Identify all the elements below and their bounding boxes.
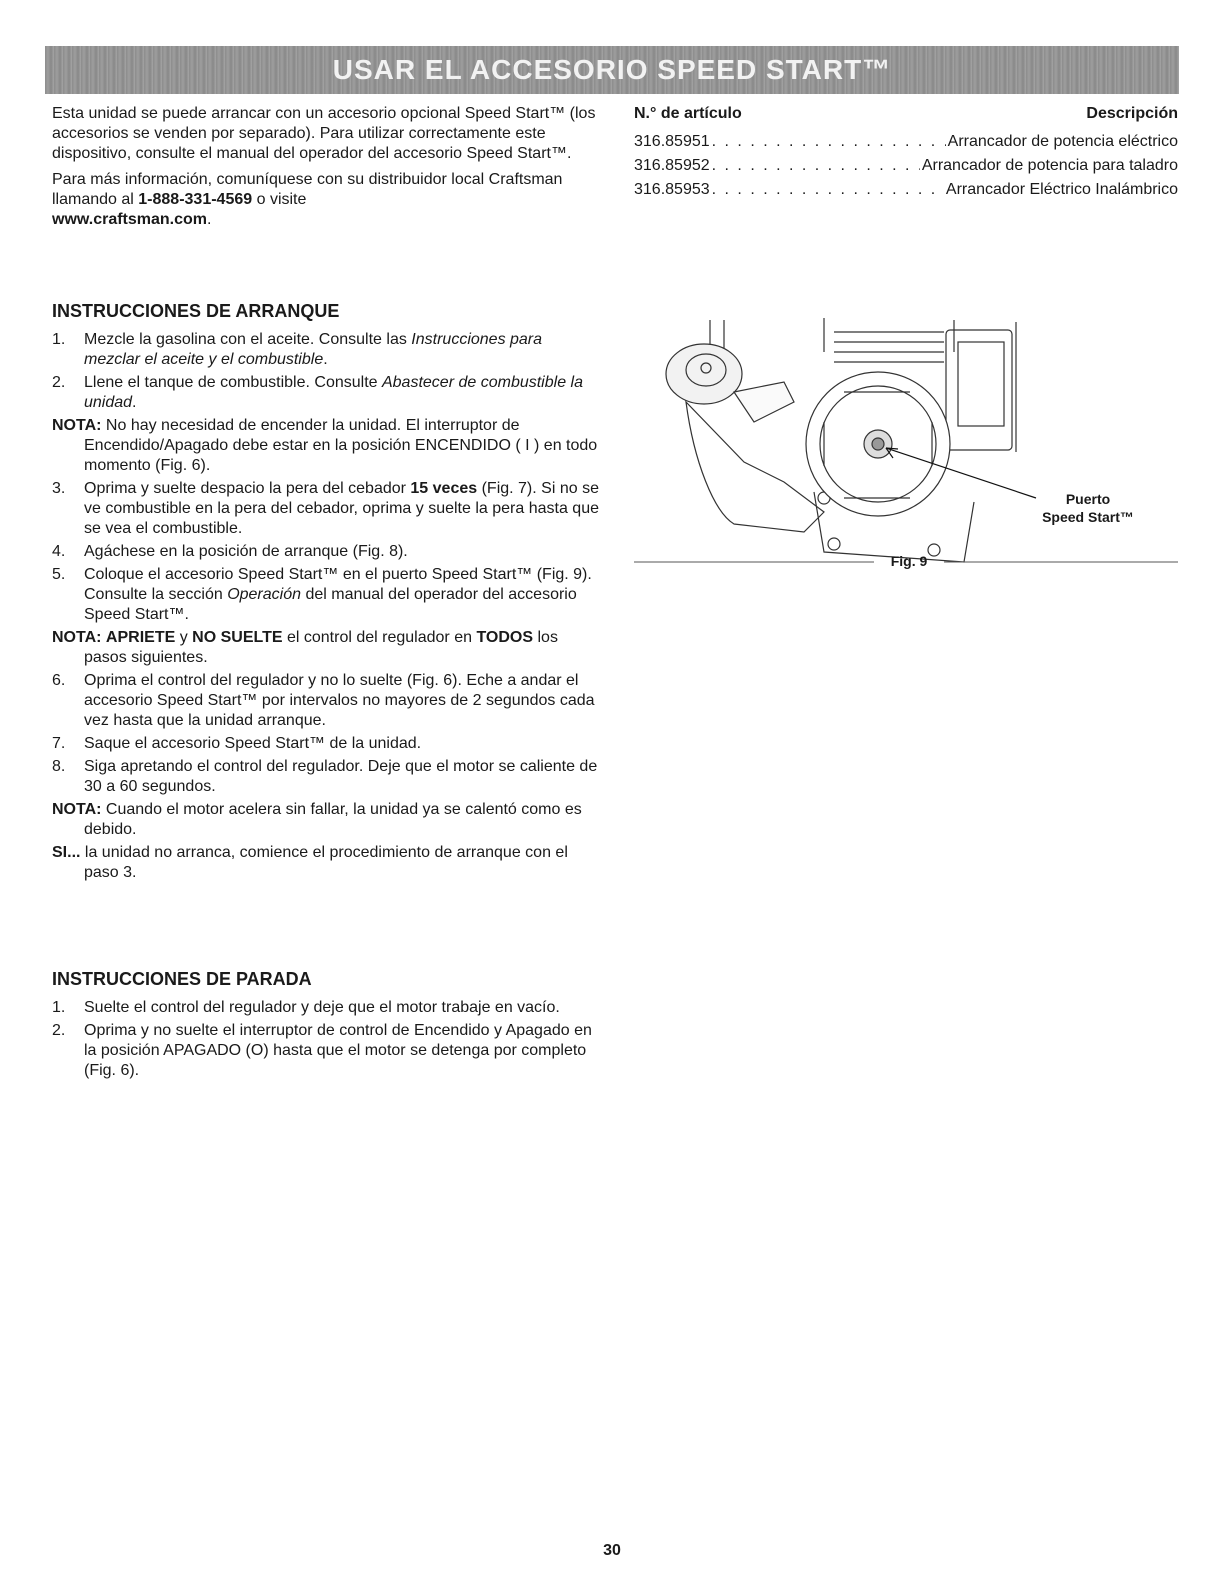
section-banner	[45, 46, 1179, 94]
parts-table-header	[634, 104, 1178, 124]
list-item: 3. Oprima y suelte despacio la pera del cebador 15 veces (Fig. 7). Si no se ve combustible en la pera del cebador, oprima y suelte la pera hasta que se vea el combustible.	[52, 480, 599, 537]
callout-label: Puerto Speed Start™	[1042, 491, 1134, 525]
table-row	[634, 178, 1178, 202]
list-item: 1. Mezcle la gasolina con el aceite. Consulte las Instrucciones para mezclar el aceite y el combustible.	[52, 331, 543, 368]
cooling-fins	[834, 332, 944, 362]
note-item: NOTA: No hay necesidad de encender la unidad. El interruptor de Encendido/Apagado debe estar en la posición ENCENDIDO ( I ) en todo momento (Fig. 6).	[52, 417, 598, 474]
list-item: 4. Agáchese en la posición de arranque (Fig. 8).	[52, 543, 408, 560]
col-item-number: N.° de artículo	[634, 105, 742, 122]
list-item: 6. Oprima el control del regulador y no lo suelte (Fig. 6). Eche a andar el accesorio Speed Start™ por intervalos no mayores de 2 segundos cada vez hasta que la unidad arranque.	[52, 672, 595, 729]
item-description: Arrancador de potencia eléctrico	[947, 133, 1178, 150]
leader-dots	[712, 178, 944, 202]
stop-heading: INSTRUCCIONES DE PARADA	[52, 969, 312, 989]
item-number: 316.85953	[634, 181, 710, 198]
intro-paragraph-1: Esta unidad se puede arrancar con un accesorio opcional Speed Start™ (los accesorios se venden por separado). Para utilizar correctamente este dispositivo, consulte el manual del operador del accesorio Speed Start™.	[52, 105, 596, 162]
figure-9	[634, 312, 1178, 572]
start-instructions	[52, 300, 600, 886]
item-number: 316.85951	[634, 133, 710, 150]
start-steps	[52, 330, 600, 883]
col-description: Descripción	[1086, 105, 1178, 122]
intro-text	[52, 104, 600, 230]
item-description: Arrancador de potencia para taladro	[921, 157, 1178, 174]
parts-table	[634, 104, 1178, 202]
table-row	[634, 154, 1178, 178]
speed-start-port-center	[872, 438, 884, 450]
page-number: 30	[603, 1542, 621, 1559]
figure-caption: Fig. 9	[890, 553, 928, 569]
starter-handle	[734, 382, 794, 422]
list-item: 2. Llene el tanque de combustible. Consulte Abastecer de combustible la unidad.	[52, 374, 583, 411]
bolt	[828, 538, 840, 550]
list-item: 8. Siga apretando el control del regulador. Deje que el motor se caliente de 30 a 60 segundos.	[52, 758, 598, 795]
item-number: 316.85952	[634, 157, 710, 174]
side-panel-inner	[958, 342, 1004, 426]
table-row	[634, 130, 1178, 154]
stop-steps	[52, 998, 600, 1081]
leader-dots	[712, 130, 946, 154]
note-item: SI... la unidad no arranca, comience el procedimiento de arranque con el paso 3.	[52, 844, 568, 881]
list-item: 2. Oprima y no suelte el interruptor de control de Encendido y Apagado en la posición APAGADO (O) hasta que el motor se detenga por completo (Fig. 6).	[52, 1022, 592, 1079]
engine-illustration	[634, 312, 1178, 572]
list-item: 5. Coloque el accesorio Speed Start™ en el puerto Speed Start™ (Fig. 9). Consulte la sección Operación del manual del operador del accesorio Speed Start™.	[52, 566, 592, 623]
leader-dots	[712, 154, 920, 178]
section-title: USAR EL ACCESORIO SPEED START™	[332, 54, 892, 85]
start-heading: INSTRUCCIONES DE ARRANQUE	[52, 301, 340, 321]
item-description: Arrancador Eléctrico Inalámbrico	[945, 181, 1178, 198]
note-item: NOTA: Cuando el motor acelera sin fallar, la unidad ya se calentó como es debido.	[52, 801, 582, 838]
website-link: www.craftsman.com	[52, 211, 208, 228]
stop-instructions	[52, 968, 600, 1084]
intro-paragraph-2: Para más información, comuníquese con su distribuidor local Craftsman llamando al 1-888-331-4569 o visite www.craftsman.com.	[52, 171, 563, 228]
list-item: 7. Saque el accesorio Speed Start™ de la unidad.	[52, 735, 422, 752]
fuel-cap	[666, 344, 742, 404]
list-item: 1. Suelte el control del regulador y deje que el motor trabaje en vacío.	[52, 999, 560, 1016]
phone-number: 1-888-331-4569	[138, 191, 253, 208]
side-panel	[946, 330, 1012, 450]
note-item: NOTA: APRIETE y NO SUELTE el control del regulador en TODOS los pasos siguientes.	[52, 629, 558, 666]
